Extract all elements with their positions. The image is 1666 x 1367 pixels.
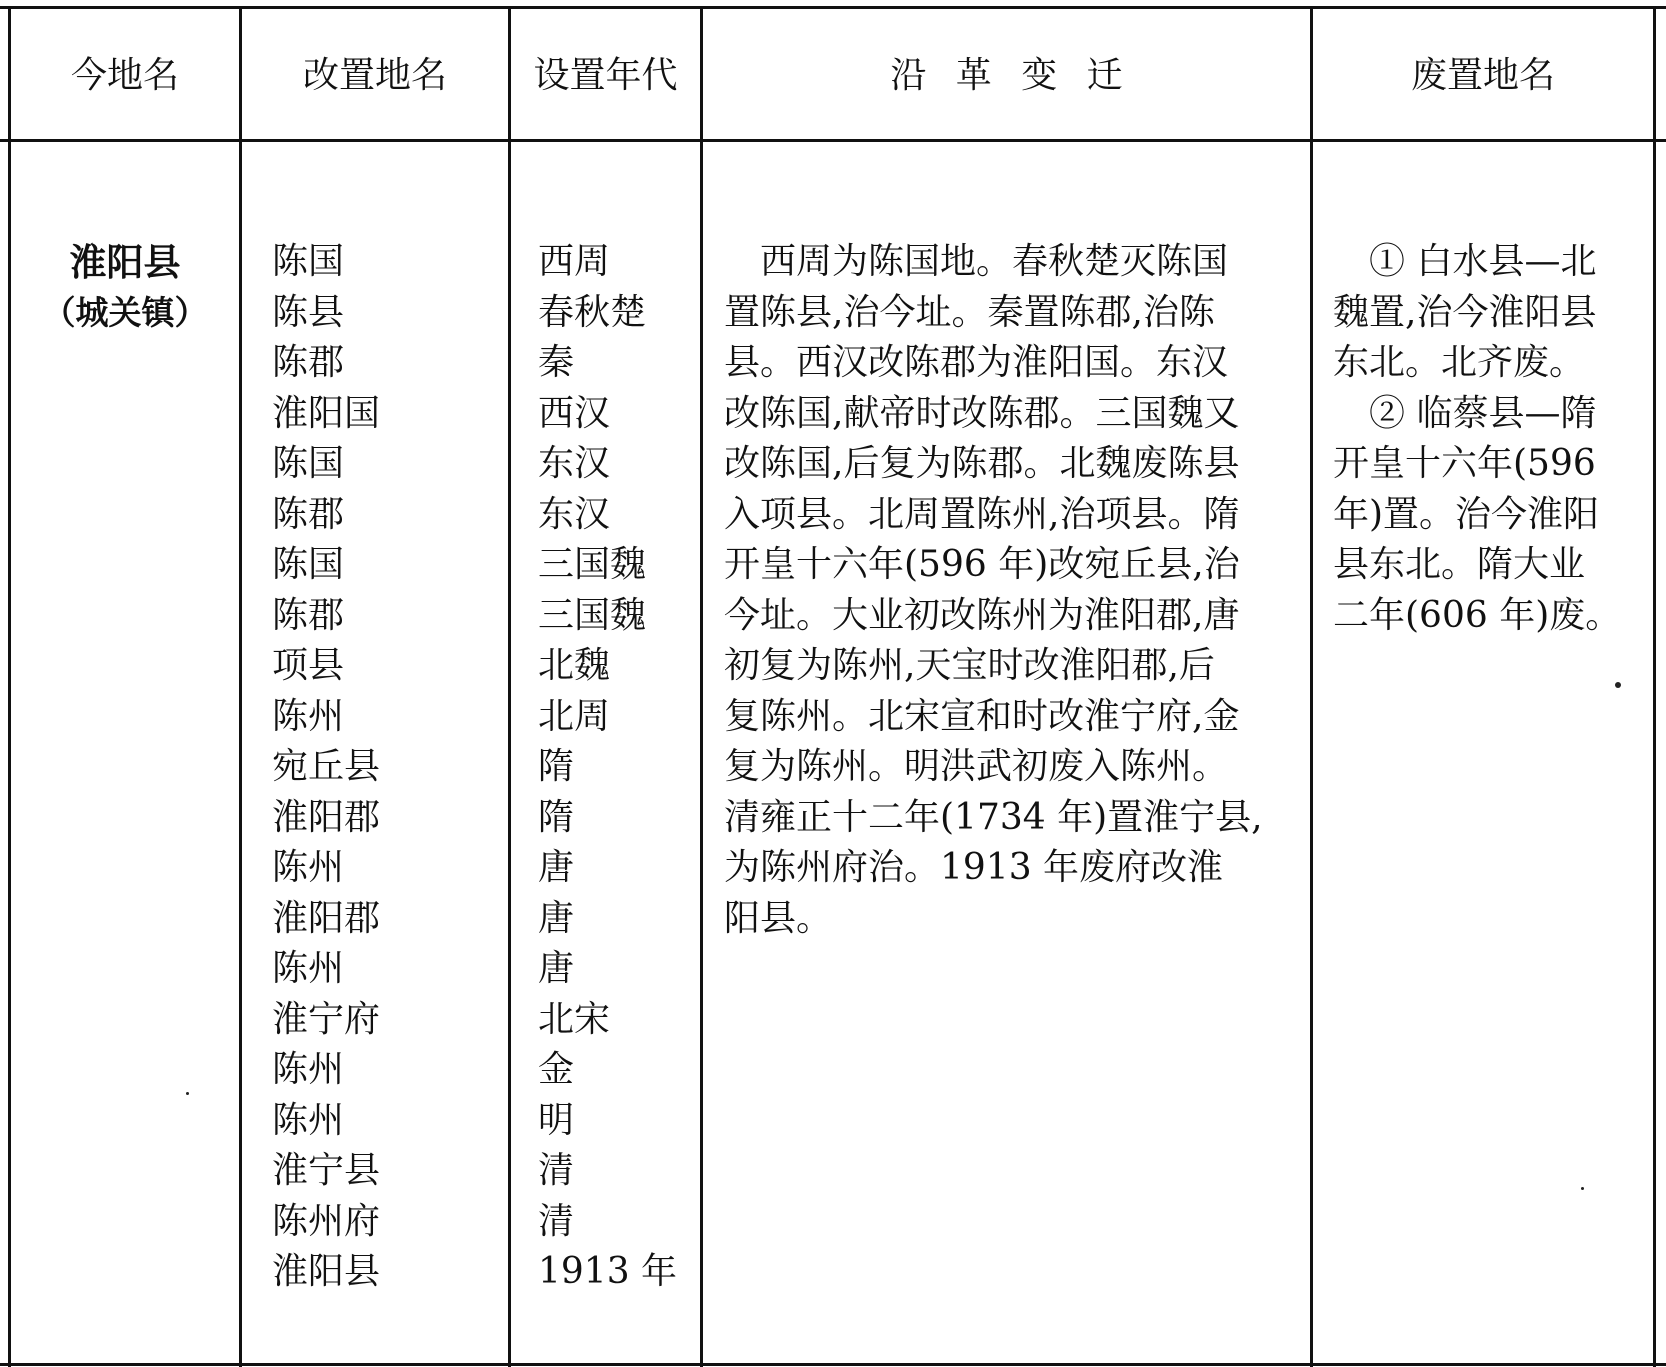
- column-divider-4: [1310, 6, 1313, 1367]
- list-item: 淮宁县: [272, 1150, 381, 1191]
- abolished-line: 年)置。治今淮阳: [1333, 493, 1600, 535]
- column-divider-left: [8, 6, 11, 1367]
- list-item: 东汉: [538, 443, 611, 484]
- abolished-line: ① 白水县—北: [1369, 241, 1597, 282]
- history-line: 改陈国,后复为陈郡。北魏废陈县: [724, 443, 1240, 484]
- list-item: 陈县: [272, 291, 345, 333]
- column-divider-2: [508, 6, 511, 1367]
- abolished-line: 开皇十六年(596: [1333, 443, 1596, 484]
- history-line: 西周为陈国地。春秋楚灭陈国: [760, 241, 1229, 282]
- history-line: 改陈国,献帝时改陈郡。三国魏又: [724, 392, 1240, 434]
- history-line: 开皇十六年(596 年)改宛丘县,治: [724, 544, 1240, 585]
- header-era: 设置年代: [533, 55, 678, 96]
- list-item: 陈郡: [272, 594, 345, 636]
- list-item: 北魏: [538, 645, 611, 686]
- history-line: 县。西汉改陈郡为淮阳国。东汉: [724, 342, 1229, 383]
- column-divider-1: [239, 6, 242, 1367]
- list-item: 项县: [272, 645, 345, 686]
- list-item: 秦: [538, 342, 575, 383]
- abolished-line: 二年(606 年)废。: [1333, 594, 1622, 636]
- list-item: 唐: [538, 897, 575, 939]
- scan-speck: [1581, 1187, 1584, 1190]
- list-item: 明: [538, 1099, 575, 1141]
- list-item: 金: [538, 1049, 575, 1090]
- list-item: 陈州: [272, 948, 345, 989]
- list-item: 淮阳县: [272, 1251, 381, 1292]
- list-item: 春秋楚: [538, 291, 647, 333]
- history-paragraph: [724, 237, 1296, 944]
- list-item: 隋: [538, 796, 575, 838]
- history-line: 今址。大业初改陈州为淮阳郡,唐: [724, 594, 1240, 636]
- list-item: 陈郡: [272, 493, 345, 535]
- list-item: 淮阳郡: [272, 796, 381, 838]
- column-divider-right: [1653, 6, 1656, 1367]
- list-item: 陈郡: [272, 342, 345, 383]
- list-item: 陈州府: [272, 1200, 381, 1242]
- list-item: 唐: [538, 948, 575, 989]
- list-item: 三国魏: [538, 594, 647, 636]
- history-line: 复为陈州。明洪武初废入陈州。: [724, 746, 1229, 787]
- table-bottom-border: [0, 1363, 1666, 1366]
- list-item: 陈州: [272, 1099, 345, 1141]
- list-item: 北宋: [538, 998, 611, 1040]
- header-abolished: 废置地名: [1410, 55, 1555, 96]
- history-line: 阳县。: [724, 897, 833, 939]
- table-top-border: [0, 6, 1666, 9]
- list-item: 西周: [538, 241, 611, 282]
- history-line: 入项县。北周置陈州,治项县。隋: [724, 493, 1240, 535]
- abolished-line: ② 临蔡县—隋: [1369, 392, 1597, 434]
- list-item: 陈国: [272, 443, 345, 484]
- scan-speck: [186, 1092, 189, 1095]
- era-list: [538, 237, 677, 1298]
- list-item: 三国魏: [538, 544, 647, 585]
- header-history: 沿 革 变 迁: [890, 55, 1123, 96]
- list-item: 1913 年: [538, 1251, 678, 1292]
- header-changed-name: 改置地名: [302, 55, 447, 96]
- history-line: 为陈州府治。1913 年废府改淮: [724, 847, 1224, 888]
- current-place-note: （城关镇）: [42, 292, 208, 332]
- list-item: 陈州: [272, 695, 345, 737]
- history-line: 复陈州。北宋宣和时改淮宁府,金: [724, 695, 1240, 737]
- header-bottom-border: [0, 139, 1666, 142]
- list-item: 宛丘县: [272, 746, 381, 787]
- abolished-line: 魏置,治今淮阳县: [1333, 291, 1597, 333]
- list-item: 清: [538, 1200, 575, 1242]
- abolished-line: 东北。北齐废。: [1333, 342, 1586, 383]
- current-place-cell: [11, 237, 239, 338]
- list-item: 陈国: [272, 241, 345, 282]
- list-item: 西汉: [538, 392, 611, 434]
- list-item: 东汉: [538, 493, 611, 535]
- history-line: 清雍正十二年(1734 年)置淮宁县,: [724, 796, 1263, 838]
- list-item: 清: [538, 1150, 575, 1191]
- header-current-name: 今地名: [70, 55, 179, 96]
- abolished-line: 县东北。隋大业: [1333, 544, 1586, 585]
- list-item: 淮阳郡: [272, 897, 381, 939]
- list-item: 陈州: [272, 1049, 345, 1090]
- abolished-paragraph: [1333, 237, 1639, 641]
- list-item: 淮阳国: [272, 392, 381, 434]
- list-item: 北周: [538, 695, 611, 737]
- history-line: 初复为陈州,天宝时改淮阳郡,后: [724, 645, 1215, 686]
- scan-speck: [1615, 682, 1621, 688]
- changed-names-list: [272, 237, 380, 1298]
- list-item: 隋: [538, 746, 575, 787]
- list-item: 陈国: [272, 544, 345, 585]
- history-line: 置陈县,治今址。秦置陈郡,治陈: [724, 291, 1215, 333]
- list-item: 陈州: [272, 847, 345, 888]
- current-place-name: 淮阳县: [69, 240, 181, 284]
- list-item: 淮宁府: [272, 998, 381, 1040]
- column-divider-3: [700, 6, 703, 1367]
- list-item: 唐: [538, 847, 575, 888]
